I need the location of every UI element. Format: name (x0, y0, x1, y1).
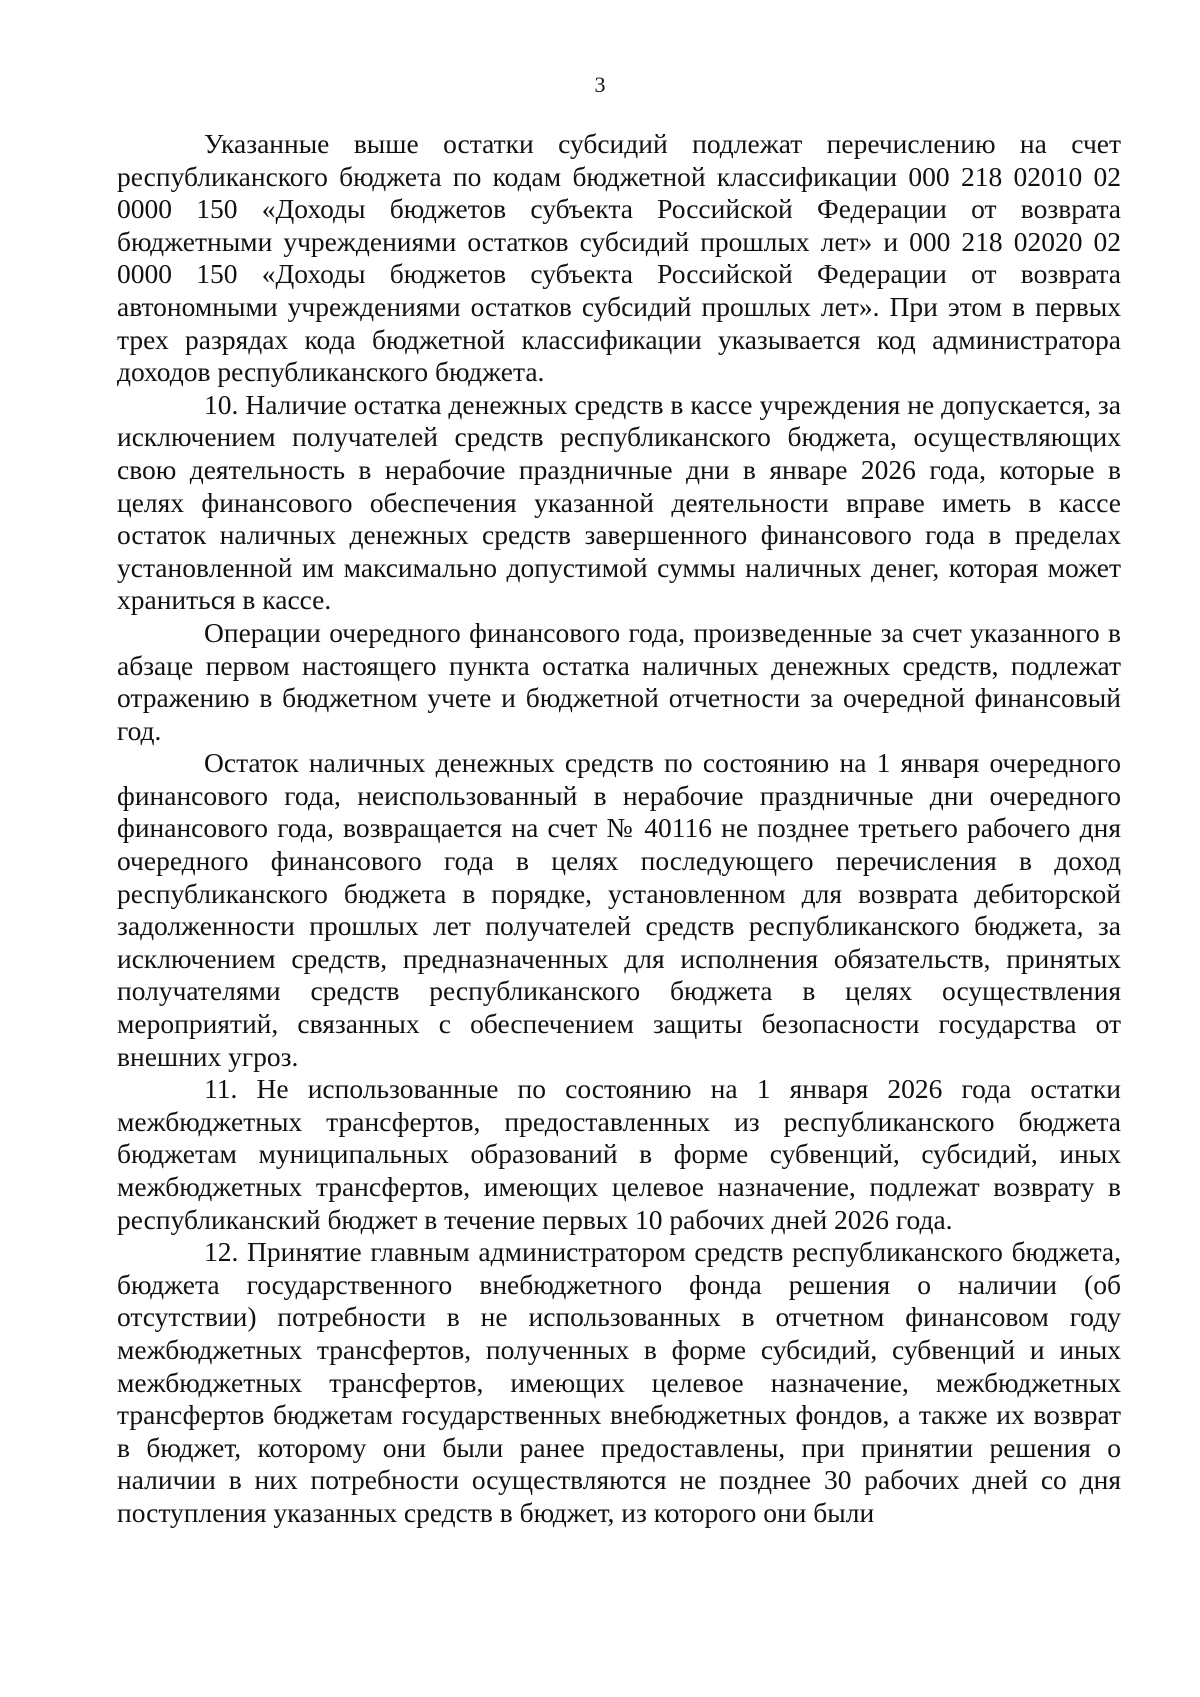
paragraph-subsidy-remainders: Указанные выше остатки субсидий подлежат перечислению на счет республиканского бюджета по кодам бюджетной классификации 000 218 02010 02 0000 150 «Доходы бюджетов субъекта Российской Федерации от возврата бюджетными учреждениями остатков субсидий прошлых лет» и 000 218 02020 02 0000 150 «Доходы бюджетов субъекта Российской Федерации от возврата автономными учреждениями остатков субсидий прошлых лет». При этом в первых трех разрядах кода бюджетной классификации указывается код администратора доходов республиканского бюджета. (117, 128, 1121, 388)
paragraph-item-12-need-decision: 12. Принятие главным администратором средств республиканского бюджета, бюджета государственного внебюджетного фонда решения о наличии (об отсутствии) потребности в не использованных в отчетном финансовом году межбюджетных трансфертов, полученных в форме субсидий, субвенций и иных межбюджетных трансфертов, имеющих целевое назначение, межбюджетных трансфертов бюджетам государственных внебюджетных фондов, а также их возврат в бюджет, которому они были ранее предоставлены, при принятии решения о наличии в них потребности осуществляются не позднее 30 рабочих дней со дня поступления указанных средств в бюджет, из которого они были (117, 1236, 1121, 1528)
page-number: 3 (594, 72, 606, 97)
paragraph-operations-next-year: Операции очередного финансового года, произведенные за счет указанного в абзаце первом настоящего пункта остатка наличных денежных средств, подлежат отражению в бюджетном учете и бюджетной отчетности за очередной финансовый год. (117, 616, 1121, 746)
paragraph-cash-remainder-return: Остаток наличных денежных средств по состоянию на 1 января очередного финансового года, неиспользованный в нерабочие праздничные дни очередного финансового года, возвращается на счет № 40116 не позднее третьего рабочего дня очередного финансового года в целях последующего перечисления в доход республиканского бюджета в порядке, установленном для возврата дебиторской задолженности прошлых лет получателей средств республиканского бюджета, за исключением средств, предназначенных для исполнения обязательств, принятых получателями средств республиканского бюджета в целях осуществления мероприятий, связанных с обеспечением защиты безопасности государства от внешних угроз. (117, 747, 1121, 1072)
document-body (117, 128, 1121, 1530)
paragraph-item-11-transfers: 11. Не использованные по состоянию на 1 января 2026 года остатки межбюджетных трансфертов, предоставленных из республиканского бюджета бюджетам муниципальных образований в форме субвенций, субсидий, иных межбюджетных трансфертов, имеющих целевое назначение, подлежат возврату в республиканский бюджет в течение первых 10 рабочих дней 2026 года. (117, 1073, 1121, 1235)
paragraph-item-10-cash-balance: 10. Наличие остатка денежных средств в кассе учреждения не допускается, за исключением получателей средств республиканского бюджета, осуществляющих свою деятельность в нерабочие праздничные дни в январе 2026 года, которые в целях финансового обеспечения указанной деятельности вправе иметь в кассе остаток наличных денежных средств завершенного финансового года в пределах установленной им максимально допустимой суммы наличных денег, которая может храниться в кассе. (117, 388, 1121, 616)
